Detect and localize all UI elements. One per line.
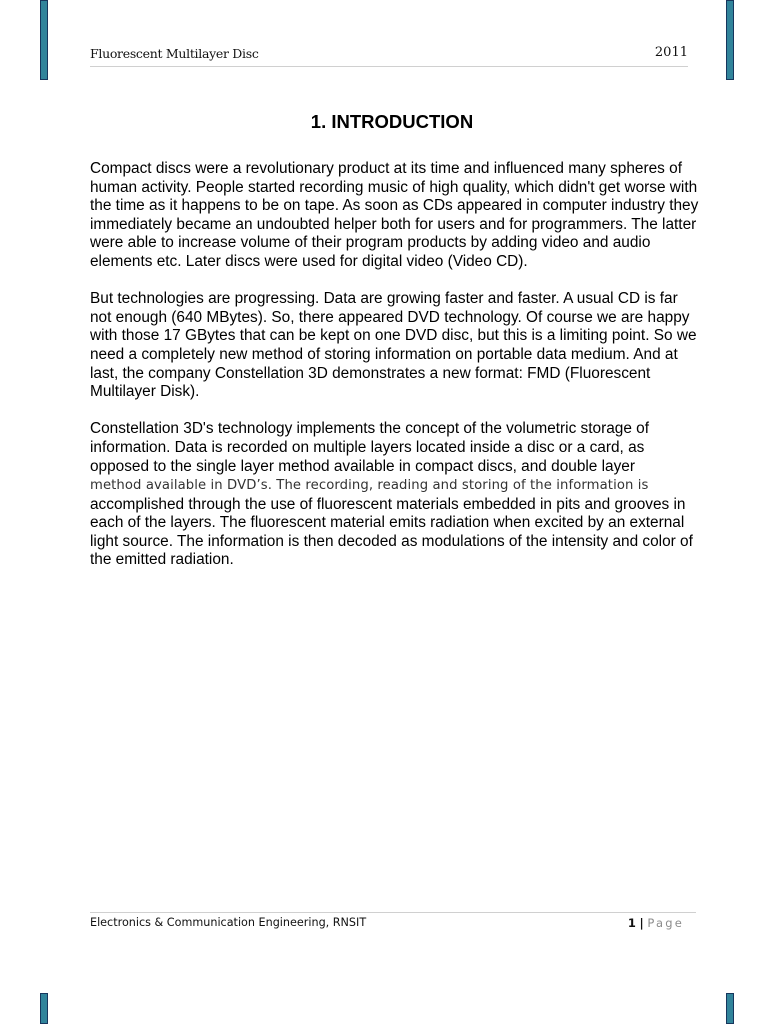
page-border-bar-bottom-left: [40, 993, 48, 1024]
paragraph-2: But technologies are progressing. Data are growing faster and faster. A usual CD is far not enough (640 MBytes). So, there appeared DVD technology. Of course we are happy with those 17 GBytes that can be kept on one DVD disc, but this is a limiting point. So we need a completely new method of storing information on portable data medium. And at last, the company Constellation 3D demonstrates a new format: FMD (Fluorescent Multilayer Disk).: [90, 290, 697, 401]
footer-divider: [90, 912, 696, 913]
header-year: 2011: [654, 45, 688, 60]
footer-page-indicator: [628, 916, 684, 930]
section-heading: 1. INTRODUCTION: [310, 111, 474, 132]
page-border-bar-bottom-right: [726, 993, 734, 1024]
paragraph-3: [90, 420, 700, 570]
paragraph-3-part-3: accomplished through the use of fluorescent materials embedded in pits and grooves in each of the layers. The fluorescent material emits radiation when excited by an external light source. The information is then decoded as modulations of the intensity and color of the emitted radiation.: [90, 495, 693, 569]
footer-department: Electronics & Communication Engineering, RNSIT: [90, 916, 367, 929]
page-number: 1: [627, 916, 636, 930]
paragraph-3-part-2: method available in DVD’s. The recording, reading and storing of the information is: [90, 478, 649, 494]
paragraph-1: Compact discs were a revolutionary product at its time and influenced many spheres of human activity. People started recording music of high quality, which didn't get worse with the time as it happens to be on tape. As soon as CDs appeared in computer industry they immediately became an undoubted helper both for users and for programmers. The latter were able to increase volume of their program products by adding video and audio elements etc. Later discs were used for digital video (Video CD).: [90, 160, 699, 270]
page-label: Page: [647, 916, 684, 930]
header-title: Fluorescent Multilayer Disc: [90, 46, 259, 61]
page-header: [90, 44, 688, 67]
paragraph-3-part-1: Constellation 3D's technology implements the concept of the volumetric storage of information. Data is recorded on multiple layers located inside a disc or a card, as opposed to the single layer method available in compact discs, and double layer: [90, 420, 650, 475]
page-border-bar-top-left: [40, 0, 48, 80]
page-separator: |: [639, 916, 644, 930]
body-text: [90, 160, 700, 589]
page-border-bar-top-right: [726, 0, 734, 80]
